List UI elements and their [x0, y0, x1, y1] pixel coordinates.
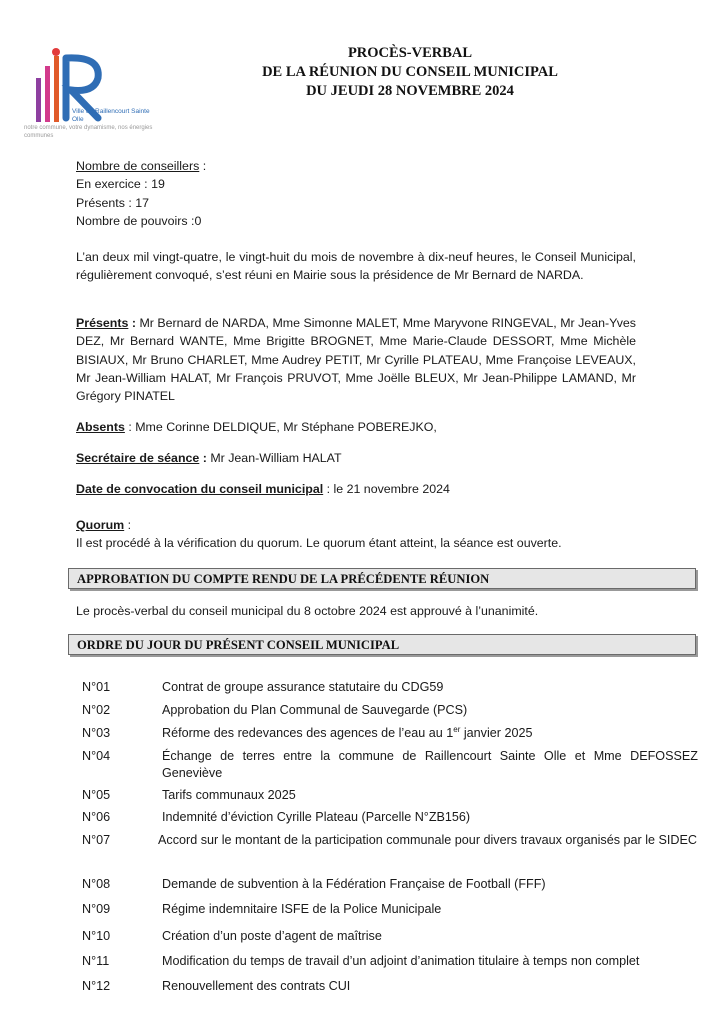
agenda-text: Régime indemnitaire ISFE de la Police Municipale [162, 902, 442, 916]
agenda-text: Contrat de groupe assurance statutaire du CDG59 [162, 680, 444, 694]
agenda-number: N°08 [82, 877, 111, 891]
convocation-line: Date de convocation du conseil municipal : le 21 novembre 2024 [76, 482, 450, 496]
quorum-heading: Quorum : [76, 518, 132, 532]
absents-line: Absents : Mme Corinne DELDIQUE, Mr Stéphane POBEREJKO, [76, 420, 437, 434]
count-pouvoirs: Nombre de pouvoirs :0 [76, 213, 202, 228]
secretaire-name: Mr Jean-William HALAT [210, 451, 342, 465]
presents-paragraph: Présents : Mr Bernard de NARDA, Mme Simonne MALET, Mme Maryvone RINGEVAL, Mr Jean-Yves DEZ, Mr Bernard WANTE, Mme Brigitte BROGNET, Mme Marie-Claude DESSORT, Mme Michèle BISIAUX, Mr Bruno CHARLET, Mme Audrey PETIT, Mr Cyrille PLATEAU, Mme Françoise LEVEAUX, Mr Jean-William HALAT, Mr François PRUVOT, Mme Joëlle BLEUX, Mr Jean-Philippe LAMAND, Mr Grégory PINATEL [76, 316, 637, 404]
agenda-number: N°06 [82, 810, 111, 824]
agenda-number: N°10 [82, 929, 111, 943]
agenda-text: Demande de subvention à la Fédération Française de Football (FFF) [162, 877, 546, 891]
counts-heading: Nombre de conseillers : [76, 159, 207, 173]
section-ordre-title: ORDRE DU JOUR DU PRÉSENT CONSEIL MUNICIPAL [68, 634, 696, 655]
agenda-text: Réforme des redevances des agences de l’eau au 1er janvier 2025 [162, 724, 533, 740]
presents-list: Mr Bernard de NARDA, Mme Simonne MALET, Mme Maryvone RINGEVAL, Mr Jean-Yves DEZ, Mr Bernard WANTE, Mme Brigitte BROGNET, Mme Marie-Claude DESSORT, Mme Michèle BISIAUX, Mr Bruno CHARLET, Mme Audrey PETIT, Mr Cyrille PLATEAU, Mme Françoise LEVEAUX, Mr Jean-William HALAT, Mr François PRUVOT, Mme Joëlle BLEUX, Mr Jean-Philippe LAMAND, Mr Grégory PINATEL [76, 316, 637, 404]
agenda-text: Approbation du Plan Communal de Sauvegarde (PCS) [162, 703, 468, 717]
agenda-text: Modification du temps de travail d’un adjoint d’animation titulaire à temps non complet [162, 954, 640, 968]
approbation-text: Le procès-verbal du conseil municipal du 8 octobre 2024 est approuvé à l’unanimité. [76, 604, 539, 618]
agenda-number: N°05 [82, 788, 111, 802]
secretaire-label: Secrétaire de séance [76, 451, 200, 465]
agenda-text: Tarifs communaux 2025 [162, 788, 296, 802]
title-line-1: PROCÈS-VERBAL [347, 45, 473, 61]
agenda-text: Indemnité d’éviction Cyrille Plateau (Parcelle N°ZB156) [162, 810, 471, 824]
logo-tagline: notre commune, votre dynamisme, nos énergies communes [24, 125, 153, 139]
agenda-text: Création d’un poste d’agent de maîtrise [162, 929, 382, 943]
title-line-2: DE LA RÉUNION DU CONSEIL MUNICIPAL [262, 64, 558, 80]
agenda-number: N°01 [82, 680, 111, 694]
absents-list: Mme Corinne DELDIQUE, Mr Stéphane POBEREJKO, [135, 420, 437, 434]
agenda-number: N°07 [82, 833, 111, 847]
absents-label: Absents [76, 420, 125, 434]
document-title [220, 44, 600, 101]
agenda-text: Renouvellement des contrats CUI [162, 979, 351, 993]
agenda-number: N°11 [82, 954, 110, 968]
agenda-number: N°09 [82, 902, 111, 916]
counts-block [76, 157, 636, 230]
count-presents: Présents : 17 [76, 195, 150, 210]
count-en-exercice: En exercice : 19 [76, 177, 165, 192]
title-line-3: DU JEUDI 28 NOVEMBRE 2024 [306, 83, 514, 99]
agenda-text: Échange de terres entre la commune de Raillencourt Sainte Olle et Mme DEFOSSEZ Geneviève [162, 749, 698, 780]
quorum-text: Il est procédé à la vérification du quorum. Le quorum étant atteint, la séance est ouverte. [76, 536, 562, 550]
section-approbation-title: APPROBATION DU COMPTE RENDU DE LA PRÉCÉDENTE RÉUNION [68, 568, 696, 589]
logo-text: Ville de Raillencourt Sainte Olle [72, 108, 150, 123]
convocation-date: le 21 novembre 2024 [333, 482, 450, 496]
agenda-number: N°02 [82, 703, 111, 717]
intro-paragraph: L’an deux mil vingt-quatre, le vingt-huit du mois de novembre à dix-neuf heures, le Conseil Municipal, régulièrement convoqué, s’est réuni en Mairie sous la présidence de Mr Bernard de NARDA. [76, 250, 636, 283]
agenda-text: Accord sur le montant de la participation communale pour divers travaux organisés par le SIDEC [158, 833, 697, 847]
presents-label: Présents [76, 316, 129, 330]
convocation-label: Date de convocation du conseil municipal [76, 482, 324, 496]
agenda-number: N°12 [82, 979, 111, 993]
agenda-number: N°03 [82, 726, 111, 740]
agenda-number: N°04 [82, 749, 111, 763]
secretaire-line: Secrétaire de séance : Mr Jean-William HALAT [76, 451, 342, 465]
